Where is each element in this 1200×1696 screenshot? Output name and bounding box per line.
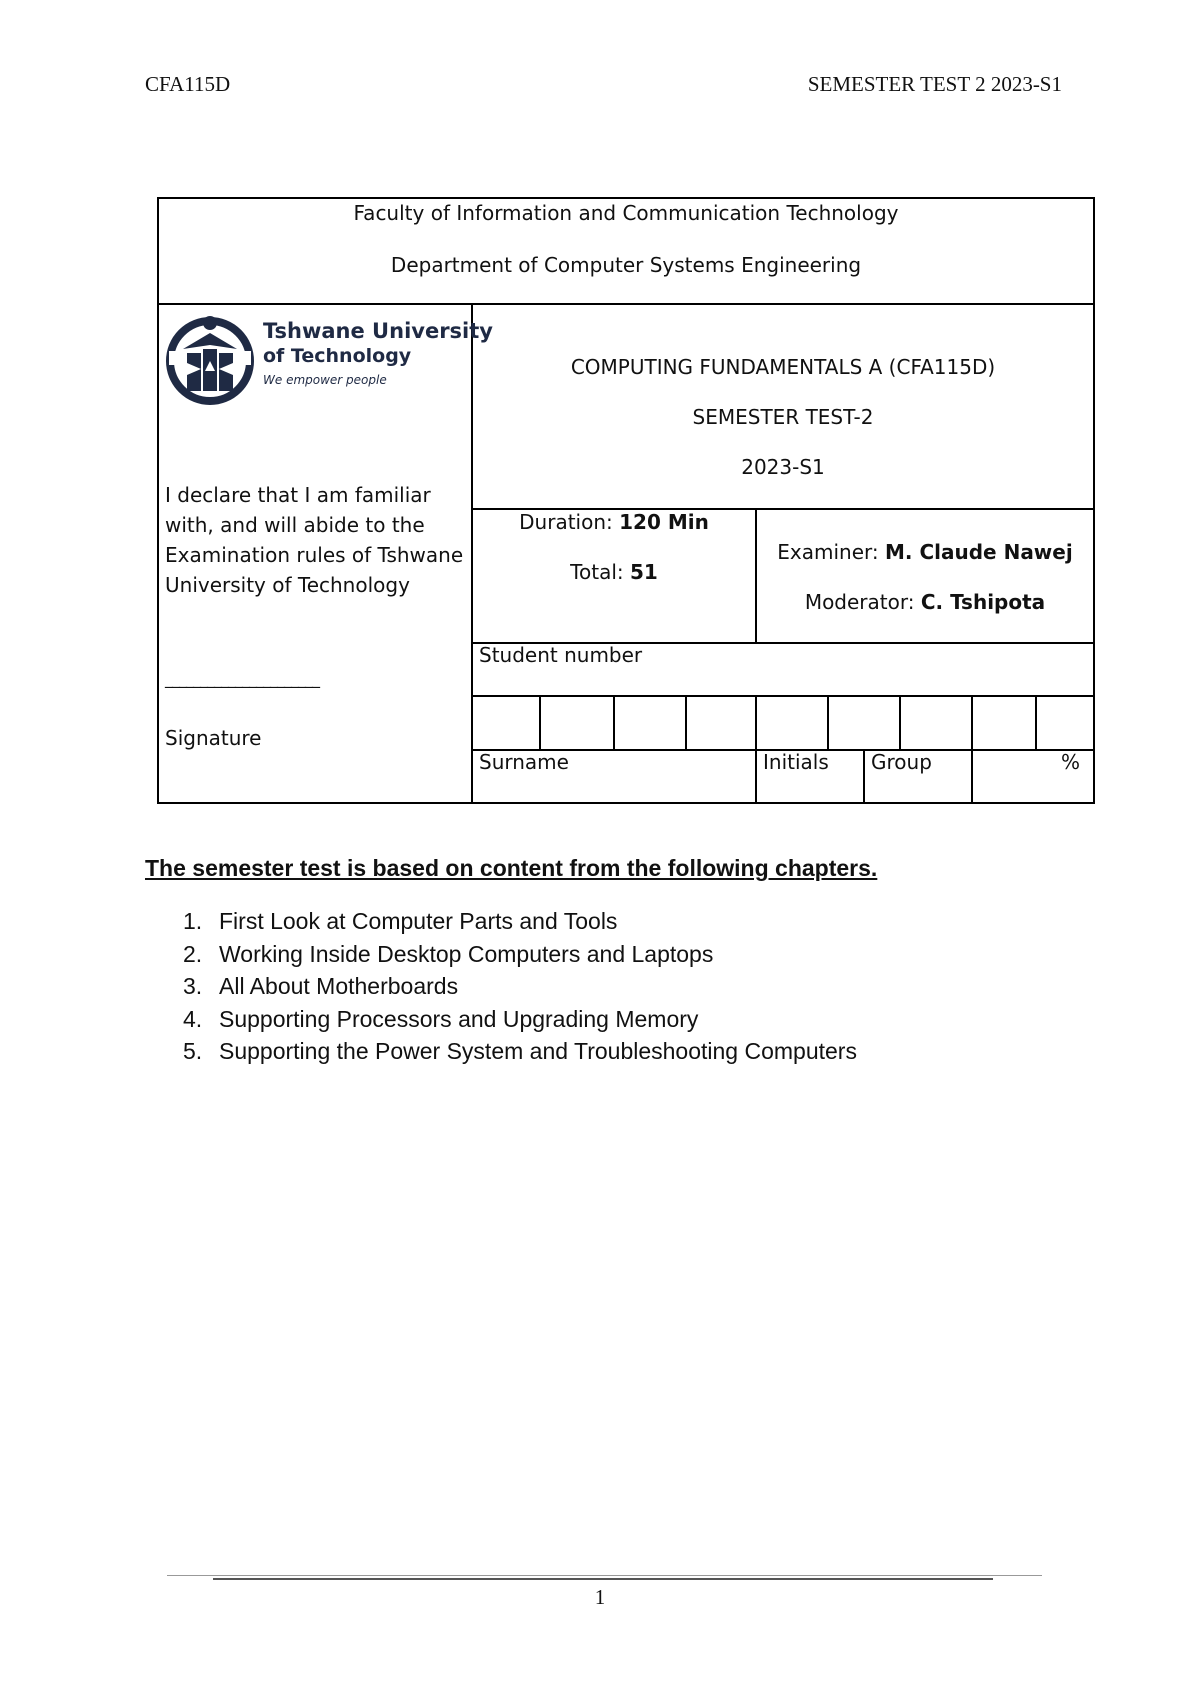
chapters-title: The semester test is based on content from the following chapters. xyxy=(145,855,878,881)
department-name: Department of Computer Systems Engineering xyxy=(390,253,862,277)
examiner-value: M. Claude Nawej xyxy=(885,540,1073,564)
list-item xyxy=(183,970,857,1003)
logo-name-line2: of Technology xyxy=(263,345,412,367)
divider xyxy=(471,695,1093,697)
divider xyxy=(159,303,1093,305)
chapter-number: 2. xyxy=(183,940,203,967)
page-number: 1 xyxy=(594,1585,606,1609)
signature-label: Signature xyxy=(165,726,262,750)
footer-rule xyxy=(213,1578,993,1580)
duration-label: Duration: xyxy=(519,510,620,534)
examiner xyxy=(757,540,1093,564)
test-title: SEMESTER TEST-2 xyxy=(692,405,874,429)
chapter-number: 1. xyxy=(183,908,203,934)
chapter-text: Working Inside Desktop Computers and Laptops xyxy=(219,940,714,967)
divider xyxy=(971,749,973,802)
digit-divider xyxy=(1035,696,1037,750)
chapter-list xyxy=(183,905,857,1068)
header-course-code: CFA115D xyxy=(145,72,231,96)
percent-label: % xyxy=(1061,750,1081,774)
group-label: Group xyxy=(871,750,932,774)
declaration-line: I declare that I am familiar xyxy=(165,483,431,507)
chapter-text: Supporting the Power System and Troubleshooting Computers xyxy=(219,1038,857,1064)
declaration-line: with, and will abide to the xyxy=(165,513,425,537)
declaration-text xyxy=(165,480,463,600)
list-item xyxy=(183,905,857,938)
term-label: 2023-S1 xyxy=(741,455,825,479)
logo-name-line1: Tshwane University xyxy=(263,319,493,343)
chapter-number: 5. xyxy=(183,1038,203,1064)
student-number-label: Student number xyxy=(479,643,643,667)
footer-rule xyxy=(167,1575,1042,1576)
digit-divider xyxy=(827,696,829,750)
list-item xyxy=(183,1003,857,1036)
chapter-number: 4. xyxy=(183,1005,203,1032)
moderator-value: C. Tshipota xyxy=(920,590,1046,614)
list-item xyxy=(183,938,857,971)
chapter-text: Supporting Processors and Upgrading Memory xyxy=(219,1005,699,1032)
faculty-name: Faculty of Information and Communication Technology xyxy=(353,201,899,225)
header-test-title: SEMESTER TEST 2 2023-S1 xyxy=(807,72,1062,96)
divider xyxy=(755,508,757,643)
total xyxy=(473,560,755,584)
logo-tagline: We empower people xyxy=(263,373,387,387)
digit-divider xyxy=(755,696,757,750)
signature-line: ______________________ xyxy=(165,669,319,688)
total-label: Total: xyxy=(570,560,630,584)
digit-divider xyxy=(899,696,901,750)
tut-emblem-icon xyxy=(165,311,265,411)
initials-label: Initials xyxy=(763,750,829,774)
chapter-text: First Look at Computer Parts and Tools xyxy=(219,908,618,934)
course-title: COMPUTING FUNDAMENTALS A (CFA115D) xyxy=(570,355,996,379)
divider xyxy=(863,749,865,802)
chapter-text: All About Motherboards xyxy=(219,973,459,999)
declaration-line: Examination rules of Tshwane xyxy=(165,543,464,567)
chapter-number: 3. xyxy=(183,973,203,999)
digit-divider xyxy=(539,696,541,750)
digit-divider xyxy=(613,696,615,750)
total-value: 51 xyxy=(629,560,658,584)
cover-form xyxy=(157,197,1095,804)
duration-value: 120 Min xyxy=(619,510,709,534)
university-logo xyxy=(165,311,493,411)
declaration-line: University of Technology xyxy=(165,573,410,597)
moderator-label: Moderator: xyxy=(804,590,921,614)
digit-divider xyxy=(685,696,687,750)
surname-label: Surname xyxy=(479,750,569,774)
duration xyxy=(473,510,755,534)
examiner-label: Examiner: xyxy=(777,540,885,564)
list-item xyxy=(183,1035,857,1068)
moderator xyxy=(757,590,1093,614)
digit-divider xyxy=(971,696,973,750)
divider xyxy=(755,749,757,802)
